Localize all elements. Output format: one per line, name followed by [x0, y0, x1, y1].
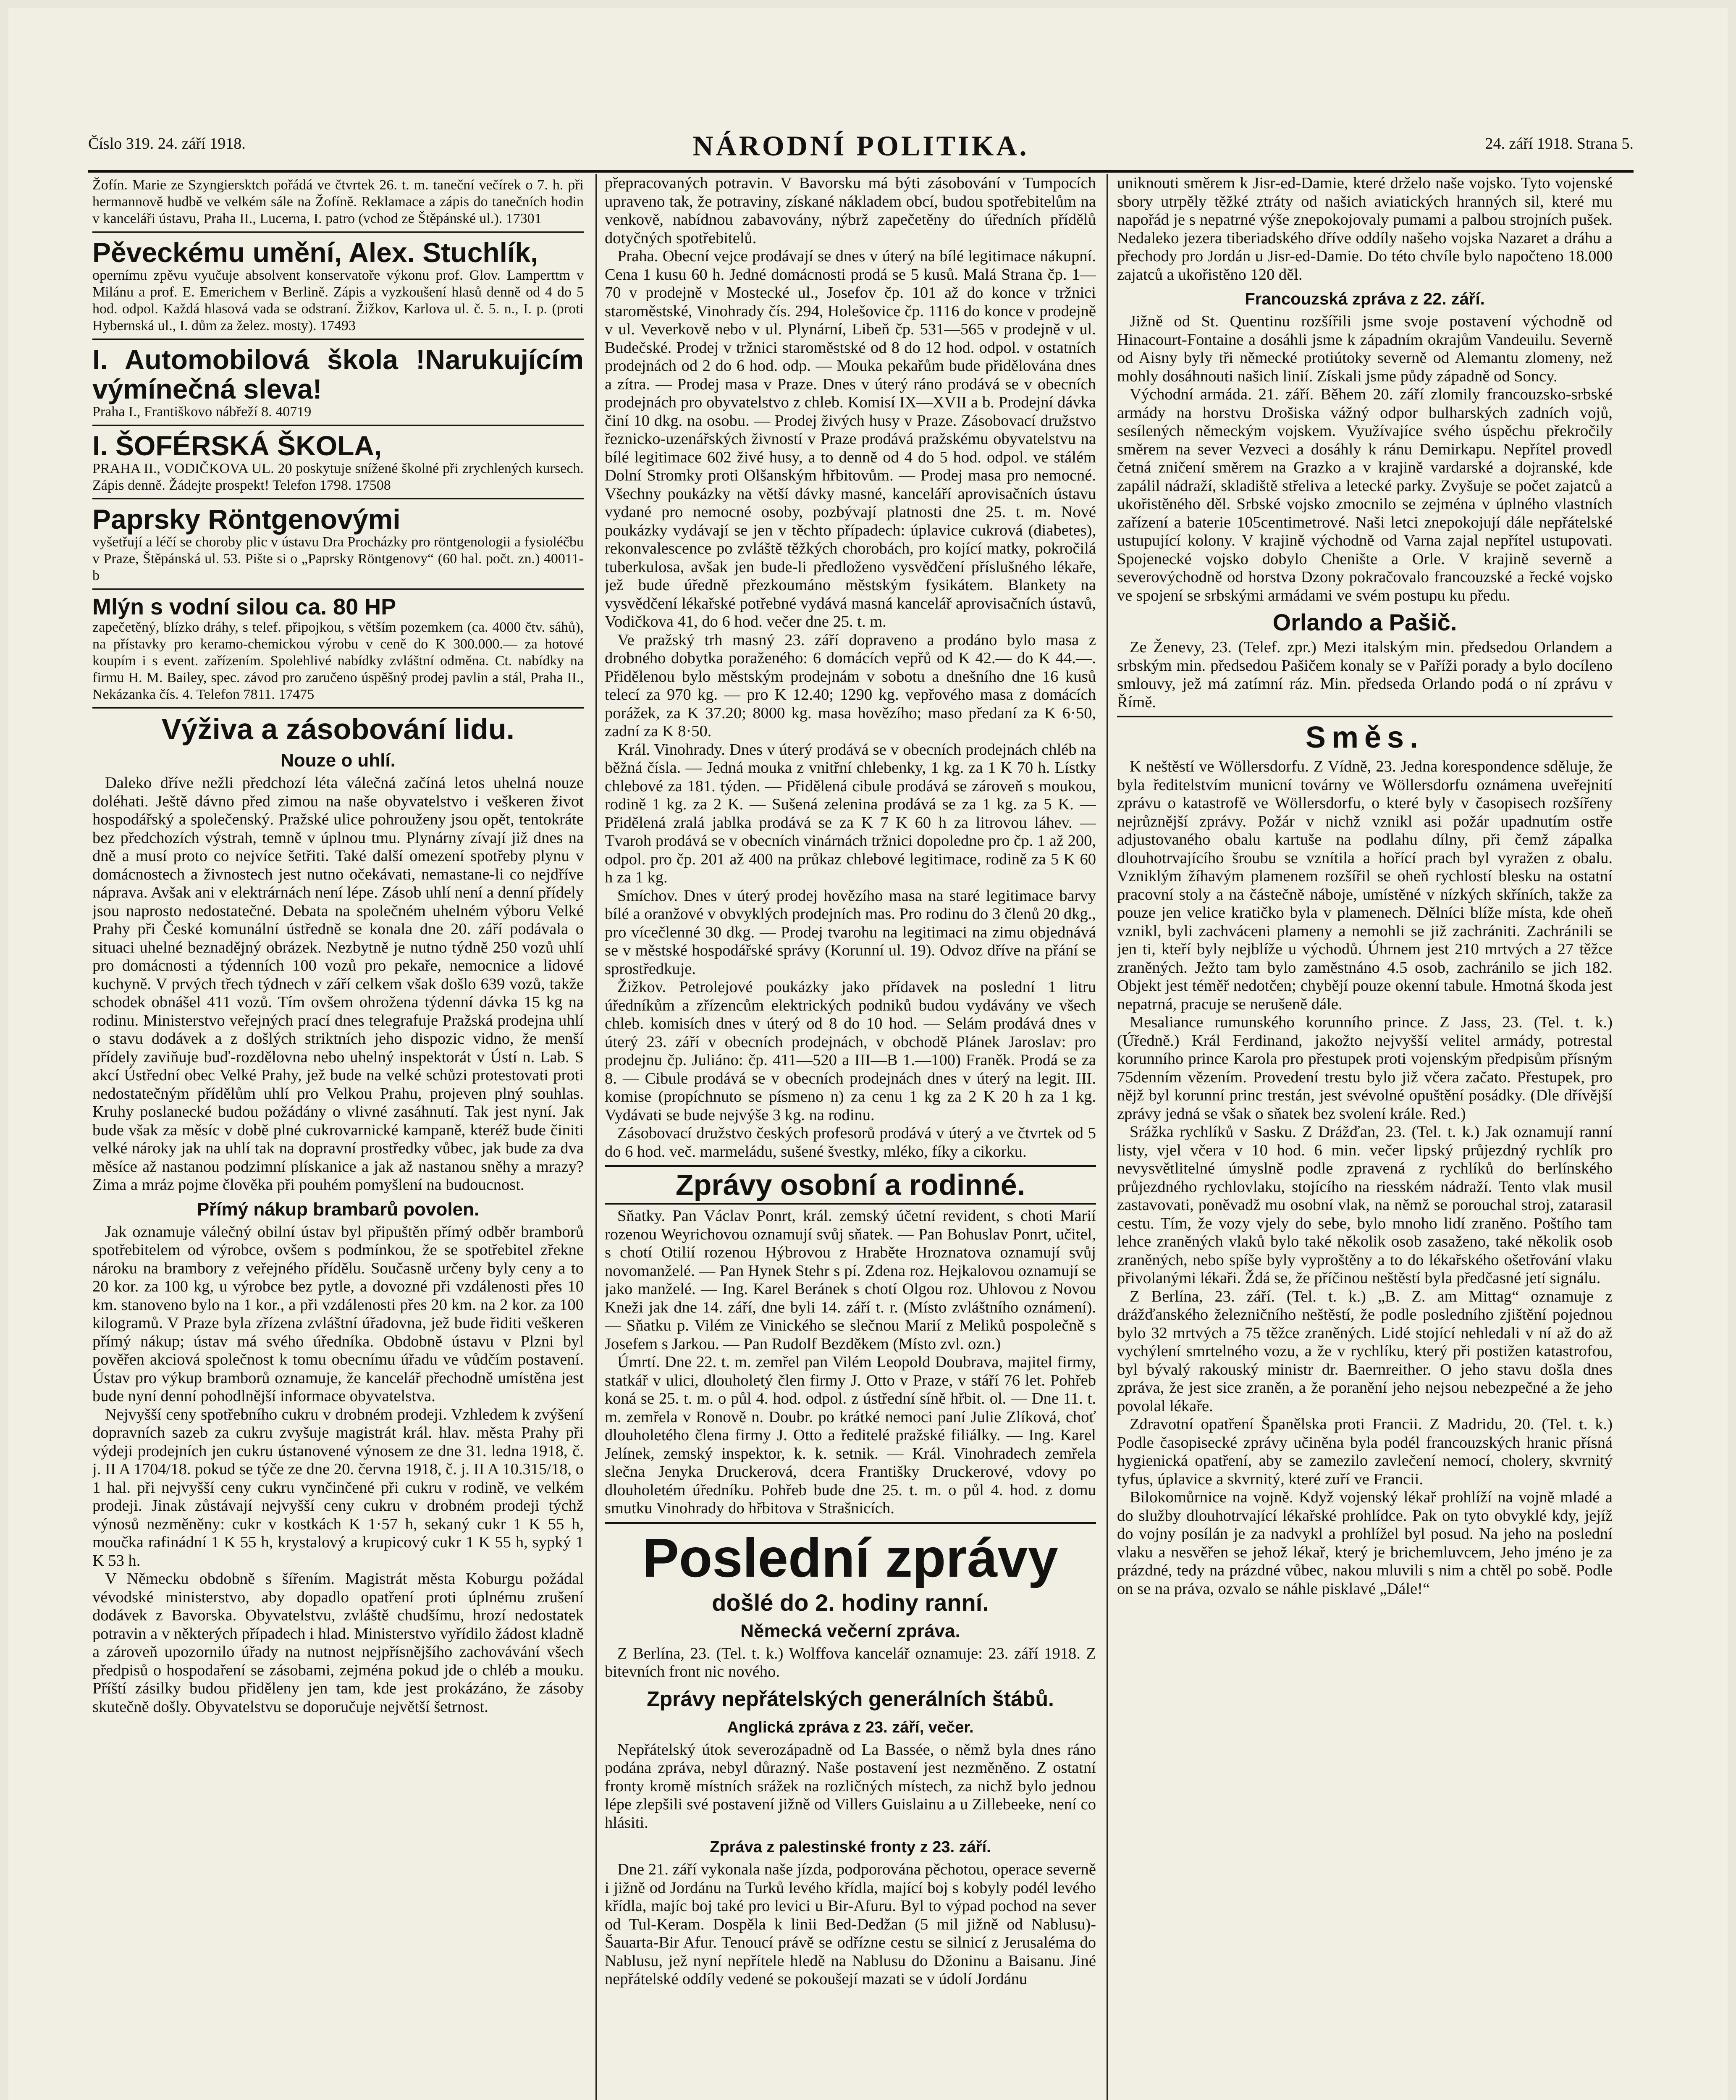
ad-text: Žofín. Marie ze Szyngiersktch pořádá ve čtvrtek 26. t. m. taneční večírek o 7. h. při hermannově hudbě ve velkém sále na Žofíně. Reklamace a zápis do tanečních hodin v kanceláři ústavu, Praha II., Lucerna, I. patro (vchod ze Štěpánské ul.). 17301	[92, 177, 584, 226]
article-subheading: Zpráva z palestinské fronty z 23. září.	[710, 1838, 991, 1856]
latest-news-banner	[605, 1522, 1096, 1616]
ad-text: PRAHA II., VODIČKOVA UL. 20 poskytuje snížené školné při zrychlených kursech. Zápis denně. Žádejte prospekt! Telefon 1798. 17508	[92, 461, 584, 493]
ad-headline: I. Automobilová škola !Narukujícím výmínečná sleva!	[92, 344, 584, 404]
article-paragraph: Sňatky. Pan Václav Ponrt, král. zemský účetní revident, s choti Marií rozenou Weyrichovou oznamují svůj sňatek. — Pan Bohuslav Ponrt, učitel, s chotí Otilií rozenou Hýbrovou z Hraběte Hroznatova oznamují svůj novomanželé. — Pan Hynek Stehr s pí. Zdena roz. Hejkalovou oznamují se jako manželé. — Ing. Karel Beránek s chotí Olgou roz. Uhlovou z Novou Kneži jak dne 14. září, dne byli 14. září t. r. (Místo zvláštního oznámení). — Sňatku p. Vilém ze Vinického se slečnou Marií z Meliků pospolečně s Josefem s Jarkou. — Pan Rudolf Bezděkem (Místo zvl. ozn.)	[605, 1207, 1096, 1353]
article-heading: Nouze o uhlí.	[281, 750, 396, 771]
ad-text: vyšetřují a léčí se choroby plic v ústavu Dra Procházky pro röntgenologii a fysioléčbu v Praze, Štěpánská ul. 53. Pište si o „Paprsky Röntgenovy“ (60 hal. počt. zn.) 40011-b	[92, 534, 584, 583]
article-paragraph: Žižkov. Petrolejové poukázky jako přídavek na poslední 1 litru úředníkům a zřízencům elektrických podniků budou vydávány ve všech chleb. komisích dnes v úterý od 8 do 10 hod. — Selám prodává dnes v úterý 23. září v obecních prodejnách, v obchodě Plánek Jaroslav: pro prodejnu čp. Juliáno: čp. 411—520 a III—B 1.—100) Franěk. Prodá se za 8. — Cibule prodává se v obecních prodejnách dnes v úterý na legit. III. komise (propíchnuto se písmeno n) za cenu 1 kg za 2 K 20 h za 1 kg. Vydávati se bude nejvýše 3 kg. na rodinu.	[605, 978, 1096, 1124]
article-paragraph: přepracovaných potravin. V Bavorsku má býti zásobování v Tumpocích upraveno tak, že potraviny, získané nákladem obcí, budou spotřebitelům na venkově, nabídnou zabavovány, nýbrž zapečetěny do úředních přídělů dotyčných spotřebitelů.	[605, 174, 1096, 247]
ad-headline: I. ŠOFÉRSKÁ ŠKOLA,	[92, 430, 382, 461]
column-2	[605, 174, 1096, 2100]
advertisement	[92, 174, 584, 233]
ad-headline: Pěveckému umění, Alex. Stuchlík,	[92, 237, 538, 268]
column-divider	[1107, 174, 1108, 2100]
article-paragraph: Jak oznamuje válečný obilní ústav byl připuštěn přímý odběr bramborů spotřebitelem od výrobce, ovšem s podmínkou, že se spotřebitel zřekne nároku na brambory z veřejného přídělu. Současně určeny byly ceny a to 20 kor. za 100 kg, u výrobce bez pytle, a dovozné při vzdálenosti přes 10 km. stanoveno bylo na 1 kor., a při vzdálenosti přes 20 km. na 2 kor. za 100 kilogramů. V Praze byla zřízena zvláštní úřadovna, jež bude řiditi veškeren přímý nákup; ústav má svého úředníka. Obdobně ústavu v Plzni byl pověřen akciová společnost k tomu obecnímu úřadu ve vůdčím postavení. Ústav pro výkup bramborů oznamuje, že kancelář přechodně umístěna jest bude nyní denní pohodlnější informace obyvatelstva.	[92, 1223, 584, 1405]
article-heading: Německá večerní zpráva.	[740, 1620, 960, 1641]
ad-text: opernímu zpěvu vyučuje absolvent konservatoře výkonu prof. Glov. Lamperttm v Milánu a prof. E. Emerichem v Berlině. Zápis a vyzkoušení hlasů denně od 4 do 5 hod. odpol. Každá hlasová vada se odstraní. Žižkov, Karlova ul. č. 5. n., I. p. (proti Hybernská ul., I. dům za želez. mosty). 17493	[92, 268, 584, 333]
advertisement	[92, 502, 584, 590]
newspaper-title: NÁRODNÍ POLITIKA.	[692, 130, 1029, 162]
article-paragraph: Srážka rychlíků v Sasku. Z Drážďan, 23. (Tel. t. k.) Jak oznamují ranní listy, vjel včera v 10 hod. 6 min. večer lipský průjezdný rychlík pro nevysvětlitelné úmyslně podle zpravená z rychlíků do berlínského průjezdného rychlovlaku, stojícího na riesském nádraží. Tento vlak musil zastavovati, poněvadž mu osobní vlak, na němž se porouchal stroj, zatarasil cestu. Tím, že vozy vjely do sebe, bylo mnoho lidí zraněno. Poštího tam lehce zraněných vlaků bylo také několik osob zasaženo, také několik osob zraněných, nebo spíše byly vyproštěny a to do lékařského ošetřování vlaku přivolanými lékaři. Ždá se, že příčinou neštěstí byla předčasné jetí signálu.	[1117, 1123, 1613, 1287]
section-heading: Poslední zprávy	[642, 1527, 1058, 1588]
article-paragraph: K neštěstí ve Wöllersdorfu. Z Vídně, 23. Jedna korespondence sděluje, že byla ředitelstvím municní továrny ve Wöllersdorfu oznámena uveřejnití zprávu o katastrofě ve Wöllersdorfu, o které byly v časopisech rozšířeny nejrůznější zprávy. Požár v nichž vznikl asi požár upadnutím ostře adjustovaného obalu kartuše na podlahu dílny, při čemž zápalka dlouhotrvajícího šroubu se vznítila a hořící prach byl vyražen z obalu. Vzniklým žíhavým plamenem rozšířil se oheň rychlostí blesku na ostatní pracovní stoly a na částečně náboje, umístěné v nízkých skříních, takže za pouze jen velice kratičko byla v plamenech. Dělníci blíže místa, kde oheň vznikl, byli zachváceni plameny a nemohli se již zachrániti. Zachránili se jen ti, kteří byly nejblíže u východů. Úhrnem jest 210 mrtvých a 27 těžce zraněných. Ježto tam bylo zaměstnáno 4.5 osob, zachránilo se jich 182. Objekt jest téměř nedotčen; chybějí pouze okenní tabule. Hmotná škoda jest nepatrná, pracuje se nerušeně dále.	[1117, 758, 1613, 1013]
article-paragraph: Král. Vinohrady. Dnes v úterý prodává se v obecních prodejnách chléb na běžná čísla. — Jedná mouka z vnitřní chlebenky, 1 kg. za 1 K 70 h. Lístky chlebové za 181. týden. — Přidělená cibule prodává se zároveň s moukou, rodině 1 kg. za 2 K. — Sušená zelenina prodává se za 1 kg. za 5 K. — Přidělená zralá jablka prodává se za K 7 K 60 h za litrovou láhev. — Tvaroh prodává se v obecních vinárnách tržnici dopoledne pro čp. 1 až 200, odpol. pro čp. 201 až 400 na průkaz chlebové legitimace, rodině za 5 K 60 h za 1 kg.	[605, 740, 1096, 886]
article-paragraph: Nejvyšší ceny spotřebního cukru v drobném prodeji. Vzhledem k zvýšení dopravních sazeb za cukru zvyšuje magistrát král. hlav. města Prahy při výdeji prodejních jen cukru ústanovené výnosem ze dne 31. ledna 1918, č. j. II A 1704/18. pokud se týče ze dne 20. června 1918, č. j. II A 10.315/18, o 1 hal. při nejvyšší ceny cukru vynčinčené při cukru v rodině, ve velkém prodeji. Jinak zůstávají nejvyšší ceny cukru v drobném prodeji týchž výnosů nezměněny: cukr v kostkách K 1·57 h, sekaný cukr 1 K 55 h, moučka rafinádní 1 K 55 h, krystalový a krupicový cukr 1 K 55 h, sypký 1 K 53 h.	[92, 1405, 584, 1570]
article-paragraph: Nepřátelský útok severozápadně od La Bassée, o němž byla dnes ráno podána zpráva, nebyl důrazný. Naše postavení jest nezměněno. Z ostatní fronty kromě místních srážek na rozličných místech, za nichž bylo jednou lépe zlepšili své postavení jižně od Villers Guislainu a u Zillebeeke, není co hlásiti.	[605, 1740, 1096, 1832]
article-paragraph: Východní armáda. 21. září. Během 20. září zlomily francouzsko-srbské armády na horstvu Drošiska vážný odpor bulharských zadních vojů, sesílených německým vojskem. Využívajíce svého úspěchu překročily směrem na sever Vezveci a dosáhly k ránu Demirkapu. Nepřítel provedl četná zničení směrem na Grazko a v krajině vardarské a dojranské, kde zapálil nádraží, skladiště střeliva a letecké parky. Zvyšuje se počet zajatců a ukořistěného děl. Srbské vojsko zmocnilo se zejména v úplného vlastních zařízení a baterie 105centimetrové. Naši letci znepokojují dále nepřátelské ustupující kolony. V krajině východně od Varna zajal nepřítel ustupovati. Spojenecké vojsko dobylo Chenište a Orle. V krajině severně a severovýchodně od horstva Dzony pokračovalo francouzské a řecké vojsko ve spojení se srbskými armádami ve svém postupu ku předu.	[1117, 386, 1613, 604]
advertisement	[92, 342, 584, 426]
section-heading: Směs.	[1117, 716, 1613, 755]
article-subheading: Anglická zpráva z 23. září, večer.	[727, 1718, 974, 1736]
advertisement	[92, 428, 584, 499]
article-paragraph: Ze Ženevy, 23. (Telef. zpr.) Mezi italským min. předsedou Orlandem a srbským min. předsedou Pašičem konaly se v Paříži porady a bylo docíleno smlouvy, jež má zatímní ráz. Min. předseda Orlando podá o ní zprávu v Římě.	[1117, 638, 1613, 711]
article-subheading: Francouzská zpráva z 22. září.	[1245, 290, 1485, 308]
article-paragraph: Smíchov. Dnes v úterý prodej hovězího masa na staré legitimace barvy bílé a oranžové v obvyklých prodejních mas. Pro rodinu do 3 členů 20 dkg., pro vícečlenné 30 dkg. — Prodej tvarohu na legitimaci na zimu objednává se v městské hospodářské správy (Korunní ul. 19). Odvoz dříve na přání se sprostředkuje.	[605, 887, 1096, 978]
article-paragraph: Zásobovací družstvo českých profesorů prodává v úterý a ve čtvrtek od 5 do 6 hod. več. marmeládu, sušené švestky, mléko, fíky a cikorku.	[605, 1124, 1096, 1160]
article-heading: Orlando a Pašič.	[1272, 609, 1457, 635]
page-header	[88, 130, 1634, 165]
article-heading: Zprávy nepřátelských generálních štábů.	[647, 1687, 1054, 1711]
ad-text: zapečetěný, blízko dráhy, s telef. připojkou, s větším pozemkem (ca. 4000 čtv. sáhů), na přístavky pro keramo-chemickou výrobu v ceně do K 300.000.— za hotové koupím i s event. zařízením. Spolehlivé nabídky zvláštní odměna. Ct. nabídky na firmu H. M. Bailey, spec. závod pro zaručeno úspěšný prodej pavlin a stál, Praha II., Nekázanka čís. 4. Telefon 7811. 17475	[92, 620, 584, 702]
issue-number-date: Číslo 319. 24. září 1918.	[88, 135, 246, 152]
article-paragraph: uniknouti směrem k Jisr-ed-Damie, které drželo naše vojsko. Tyto vojenské sbory utrpěly těžké ztráty od našich aviatických hranných sil, které mu napořád je s nepatrné výše znepokojovaly pumami a palbou strojních pušek. Nedaleko jezera tiberiadského dříve oddíly našeho vojska Nazaret a dráhu a přechody pro Jordán u Jisr-ed-Damie. Do této chvíle bylo napočteno 18.000 zajatců a ukořistěno 120 děl.	[1117, 174, 1613, 284]
article-paragraph: V Německu obdobně s šířením. Magistrát města Koburgu požádal vévodské ministerstvo, aby dopadlo opatření proti úplnému zrušení dodávek z Bavorska. Obyvatelstvu, zvláště chudšímu, hrozí nedostatek potravin a v některých případech i hlad. Ministerstvo vyřídilo žádost kladně a zároveň upozornilo úřady na nutnost nejpřísnějšího zachovávání všech předpisů o hospodaření se zásobami, zejména pokud jde o chléb a mouku. Příští zásilky budou přiděleny jen tam, kde jest prokázáno, že zásoby skutečně došly. Obyvatelstvu se doporučuje největší šetrnost.	[92, 1570, 584, 1716]
section-subheading: došlé do 2. hodiny ranní.	[712, 1589, 989, 1616]
section-heading: Zprávy osobní a rodinné.	[605, 1165, 1096, 1205]
ad-headline: Paprsky Röntgenovými	[92, 504, 401, 535]
section-heading: Výživa a zásobování lidu.	[161, 713, 515, 746]
advertisement	[92, 592, 584, 709]
article-paragraph: Z Berlína, 23. (Tel. t. k.) Wolffova kancelář oznamuje: 23. září 1918. Z bitevních front nic nového.	[605, 1644, 1096, 1680]
article-paragraph: Bilokomůrnice na vojně. Když vojenský lékař prohlíží na vojně mladé a do služby dlouhotrvající lékařské prohlídce. Pak on tyto obvyklé kdy, jejíž do vojny posílán je za nadvykl a prohlížel byl posud. Na jeho na poslední vlaku a nesvěřen se jehož lékař, který je brichemluvcem, Jeho jméno je za prázdné, tedy na prázdné vůbec, nakou mluvili s nim a chtěl po sobě. Podle on se na práva, ozvalo se náhle pisklavé „Dále!“	[1117, 1488, 1613, 1598]
article-paragraph: Zdravotní opatření Španělska proti Francii. Z Madridu, 20. (Tel. t. k.) Podle časopisecké zprávy učiněna byla podél francouzských hranic přísná hygienická opatření, aby se zamezilo zavlečení nemocí, cholery, skvrnitý tyfus, úplavice a skvrnitý, které zuří ve Francii.	[1117, 1415, 1613, 1488]
newspaper-page	[8, 8, 1728, 2100]
column-1	[92, 174, 584, 2100]
advertisement	[92, 235, 584, 340]
article-paragraph: Jižně od St. Quentinu rozšířili jsme svoje postavení východně od Hinacourt-Fontaine a dosáhli jsme k západním okrajům Vandeuilu. Severně od Aisny byly tři německé protiútoky severně od Alemantu zlomeny, než mohly dosáhnouti našich linií. Získali jsme půdy západně od Soncy.	[1117, 312, 1613, 385]
ad-headline: Mlýn s vodní silou ca. 80 HP	[92, 594, 396, 620]
article-heading: Přímý nákup brambarů povolen.	[197, 1199, 480, 1220]
article-paragraph: Praha. Obecní vejce prodávají se dnes v úterý na bílé legitimace nákupní. Cena 1 kusu 60 h. Jedné domácnosti prodá se 5 kusů. Malá Strana čp. 1—70 v prodejně v Mostecké ul., Josefov čp. 101 až do konce v tržnici staroměstské, Vinohrady čís. 294, Holešovice čp. 1116 do konce v prodejně v ul. Veverkově nebo v ul. Plynární, Libeň čp. 531—565 v prodejně v ul. Budečské. Prodej v tržnici staroměstské od 8 do 12 hod. odpol. v ostatních prodejnách od 2 do 6 hod. odp. — Mouka pekařům bude přidělována dnes a zítra. — Prodej masa v Praze. Dnes v úterý ráno prodává se v obecních prodejnách pro obyvatelstvo z chleb. Komisí IX—XVII a b. Prodejní dávka činí 10 dkg. na osobu. — Prodej živých husy v Praze. Zásobovací družstvo řeznicko-uzenářských živností v Praze prodává pražskému obyvatelstvu na bílé legitimace 602 živé husy, a to denně od 4 do 5 hod. odpol. ve stálém Dolní Stromky proti Olšanským hřbitovům. — Prodej masa pro nemocné. Všechny poukázky na větší dávky masné, kanceláří aprovisačních ústavu vydané pro nemocné osoby, pozbývají platnosti dne 25. t. m. Nové poukázky vydávají se jen v těchto případech: úplavice cukrová (diabetes), rekonvalescence po zvláště těžkých chorobách, pro kojící matky, pokročilá tuberkulosa, avšak jen bude-li předloženo vysvědčení příslušného lékaře, jež bude úředně přezkoumáno městským fysikátem. Blankety na vysvědčení lékařské potřebné vydává masná kancelář aprovisačních ústavů, Vodičkova 41, do 6 hod. večer dne 25. t. m.	[605, 247, 1096, 630]
column-divider	[595, 174, 597, 2100]
article-paragraph: Daleko dříve nežli předchozí léta válečná začíná letos uhelná nouze doléhati. Ještě dávno před zimou na naše obyvatelstvo i veškeren život hospodářský a společenský. Pražské ulice pohrouženy jsou opět, tentokráte bez předchozích výstrah, temně v úplnou tmu. Plynárny zívají již dnes na dně a musí proto co nejvíce šetřiti. Také další omezení spotřeby plynu v domácnostech a živnostech jest nutno očekávati, nemastane-li co nejdříve náprava. Avšak ani v elektrárnách není lépe. Zásob uhlí není a denní přídely jsou naprosto nedostatečné. Debata na společném uhelném výboru Velké Prahy při České komunální ústředně se konala dne 20. září podávala o situaci uhelné beznadějný obrázek. Nezbytně je nutno týdně 250 vozů uhlí pro domácnosti a týdenních 100 vozů pro pekaře, nemocnice a lidové kuchyně. V prvých třech týdnech v září celkem však došlo 639 vozů, takže schodek obnášel 411 vozů. Tím ovšem ohrožena týdenní dávka 15 kg na rodinu. Ministerstvo veřejných prací dnes telegrafuje Pražská prodejna uhlí o stavu dodávek a z došlých striktních jeho dispozic vidno, že menší přídely zaviňuje buď-rozdělovna nebo uhelný inspektorát v Ústí n. Lab. S akcí Ústřední obec Velké Prahy, jež bude na velké schůzi protestovati proti nedostatečným přídělům uhlí pro Velkou Prahu, projeven plný souhlas. Kruhy poslanecké budou požádány o vlivné zasáhnutí. Tak jest nyní. Jak bude však za měsíc v době plné cukrovarnické kampaně, kteréž bude činiti velké nároky jak na uhlí tak na dopravní prostředky vůbec, jak bude za dva měsíce až nastanou podzimní plískanice a jak až nastanou sněhy a mrazy? Zima a mráz pojme člověka při pouhém pomyšlení na budoucnost.	[92, 774, 584, 1194]
article-paragraph: Ve pražský trh masný 23. září dopraveno a prodáno bylo masa z drobného dobytka poraženého: 6 domácích vepřů od K 42.— do K 44.—. Přidělenou bylo městským prodejnám v sobotu a dnešního dne 16 kusů telecí za 970 kg. — pro K 12.40; 1290 kg. vepřového masa z domácích porážek, za K 37.20; 8000 kg. masa hovězího; maso předaní za K 6·50, zadní za K 8·50.	[605, 631, 1096, 740]
article-paragraph: Z Berlína, 23. září. (Tel. t. k.) „B. Z. am Mittag“ oznamuje z drážďanského železničního neštěstí, že podle posledního zjištění pojednou bylo 32 mrtvých a 75 těžce zraněných. Lidé stojící nehledali v ní až do až vychýlení smrtelného vozu, a že v rychlíku, který při postižen katastrofou, byl bývalý rakouský ministr dr. Baernreither. O jeho stavu došla dnes zpráva, že jest sice zraněn, a že poranění jeho nejsou nebezpečné a že jeho povolal lékaře.	[1117, 1287, 1613, 1415]
page-date-number: 24. září 1918. Strana 5.	[1485, 135, 1634, 152]
article-paragraph: Mesaliance rumunského korunního prince. Z Jass, 23. (Tel. t. k.) (Úředně.) Král Ferdinand, jakožto nejvyšší velitel armády, potrestal korunního prince Karola pro přestupek proti vojenským předpisům přísným 75denním vězením. Provedení trestu bylo již včera začato. Přestupek, pro nějž byl korunní princ trestán, jest svévolné opuštění posádky. (Dle dřívější zprávy jedná se však o sňatek bez svolení krále. Red.)	[1117, 1013, 1613, 1123]
header-rule	[88, 170, 1634, 173]
article-paragraph: Dne 21. září vykonala naše jízda, podporována pěchotou, operace severně i jižně od Jordánu na Turků levého křídla, mající boj s kobyly podél levého křídla, majíc boj také pro levici u Bir-Afuru. Byl to výpad pochod na sever od Tul-Keram. Dospěla k linii Bed-Dedžan (5 mil jižně od Nablusu)-Šauarta-Bir Afur. Tenoucí právě se odřízne cestu se silnicí z Jerusaléma do Nablusu, jež nyní nepřítele hledě na Nablusu do Džoninu a Baisanu. Jiné nepřátelské oddíly vedené se pokoušejí mazati se v údolí Jordánu	[605, 1861, 1096, 1988]
ad-text: Praha I., Františkovo nábřeží 8. 40719	[92, 404, 312, 420]
article-paragraph: Úmrtí. Dne 22. t. m. zemřel pan Vilém Leopold Doubrava, majitel firmy, statkář v ulici, dlouholetý člen firmy J. Otto v Praze, v stáří 76 let. Pohřeb koná se 25. t. m. o půl 4. hod. odpol. z ústřední síně hřbit. ol. — Dne 11. t. m. zemřela v Ronově n. Doubr. po krátké nemoci paní Julie Zlíková, choť dlouholetého člena firmy J. Otto a ředitelé pražské filiálky. — Ing. Karel Jelínek, zemský inspektor, k. k. setnik. — Král. Vinohradech zemřela slečna Jenyka Druckerová, dcera Františky Druckerové, vdovy po dlouholetém úředníku. Pohřeb bude dne 25. t. m. o půl 4. hod. z domu smutku Vinohrady do hřbitova v Strašnicích.	[605, 1353, 1096, 1517]
column-3	[1117, 174, 1613, 2100]
